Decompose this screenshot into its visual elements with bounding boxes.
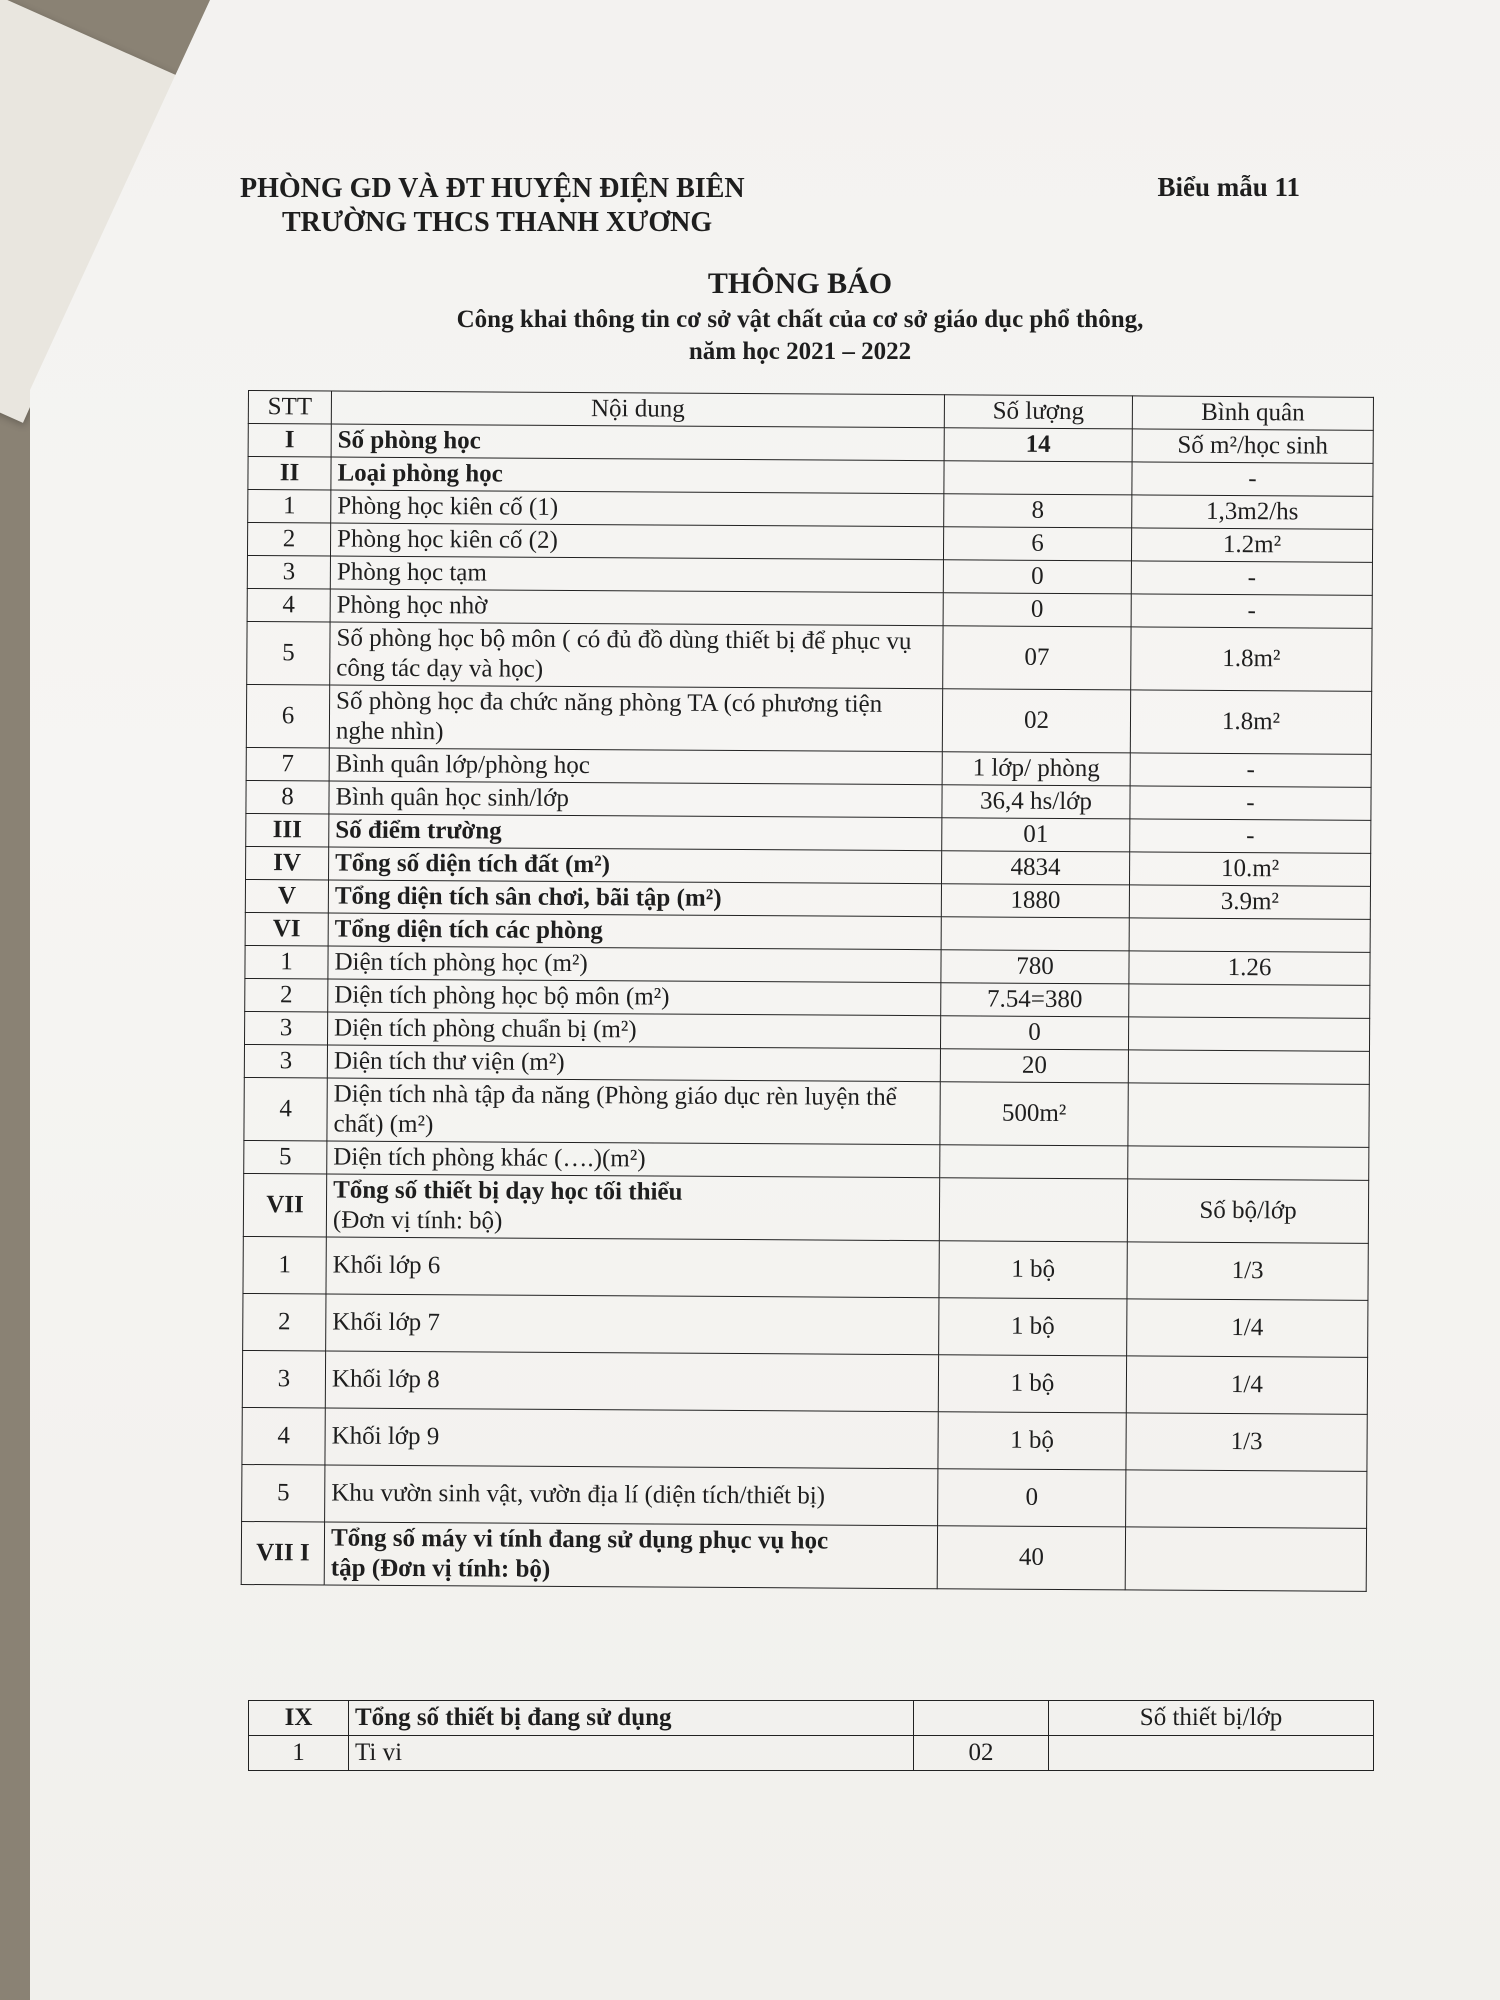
row-content-text: Tổng số thiết bị đang sử dụng: [355, 1704, 672, 1731]
row-stt: 5: [242, 1464, 325, 1522]
row-content: [328, 946, 941, 983]
row-qty: 1 bộ: [939, 1298, 1127, 1356]
row-qty: 1 bộ: [938, 1355, 1126, 1413]
row-avg: 1.2m²: [1131, 528, 1372, 562]
row-stt: 5: [247, 621, 330, 685]
row-avg: 1/4: [1127, 1299, 1368, 1357]
row-content: [349, 1701, 914, 1736]
row-content-text: Diện tích nhà tập đa năng (Phòng giáo dục rèn luyện thể chất) (m²): [333, 1080, 897, 1139]
row-stt: 7: [246, 747, 329, 781]
row-content-text: Tổng số diện tích đất (m²): [335, 849, 611, 879]
row-qty: 36,4 hs/lớp: [942, 785, 1130, 819]
row-content-text: Số phòng học: [337, 426, 481, 455]
row-stt: VII: [243, 1173, 326, 1237]
row-avg: Số bộ/lớp: [1127, 1179, 1368, 1243]
table-row: [249, 1736, 1374, 1771]
row-stt: 1: [249, 1736, 349, 1771]
row-stt: 4: [247, 588, 330, 622]
row-content-text: Phòng học kiên cố (2): [337, 525, 558, 554]
row-avg: [1129, 984, 1370, 1018]
row-stt: 1: [243, 1236, 326, 1294]
row-content: [325, 1408, 938, 1469]
title-block: [250, 266, 1350, 368]
org-header: [240, 172, 745, 240]
row-stt: 4: [244, 1077, 327, 1141]
row-avg: 1.8m²: [1131, 627, 1372, 691]
row-content-text: Phòng học kiên cố (1): [337, 492, 559, 521]
facilities-table-wrap: [241, 390, 1374, 1592]
row-avg: 1.8m²: [1130, 690, 1371, 754]
table-body: [241, 424, 1373, 1592]
table-row: [247, 621, 1372, 691]
devices-table: [248, 1700, 1374, 1771]
row-avg: [1128, 1017, 1369, 1051]
row-avg: 1/3: [1127, 1242, 1368, 1300]
row-stt: VII I: [241, 1521, 324, 1585]
row-qty: [939, 1178, 1127, 1242]
row-stt: VI: [245, 912, 328, 946]
row-avg: 3.9m²: [1129, 885, 1370, 919]
row-content-subtext: (Đơn vị tính: bộ): [332, 1206, 503, 1235]
table-row: [243, 1293, 1368, 1357]
row-content-text: Phòng học nhờ: [336, 591, 488, 620]
row-content: [329, 847, 942, 884]
form-label: Biểu mẫu 11: [1157, 172, 1300, 202]
row-content: [329, 748, 942, 785]
row-content-text: Diện tích phòng học (m²): [334, 948, 588, 978]
row-qty: 1 bộ: [938, 1412, 1126, 1470]
devices-table-wrap: [248, 1700, 1374, 1771]
row-content-text: Diện tích phòng chuẩn bị (m²): [334, 1014, 637, 1044]
document-subtitle: Công khai thông tin cơ sở vật chất của cơ sở giáo dục phổ thông,: [456, 306, 1144, 333]
row-content: [349, 1736, 914, 1771]
row-qty: 4834: [941, 851, 1129, 885]
row-qty: 1880: [941, 884, 1129, 918]
row-content-text: Bình quân lớp/phòng học: [335, 750, 590, 780]
row-content: [327, 1078, 940, 1145]
row-content-text: Khối lớp 8: [331, 1365, 440, 1394]
row-stt: III: [246, 813, 329, 847]
row-avg: [1128, 1146, 1369, 1180]
row-content: [329, 781, 942, 818]
row-content: [331, 424, 944, 461]
row-qty: 20: [940, 1049, 1128, 1083]
row-qty: 01: [942, 818, 1130, 852]
header-content: Nội dung: [331, 391, 944, 428]
table-row: [243, 1173, 1368, 1243]
row-content-text: Bình quân học sinh/lớp: [335, 783, 569, 812]
row-qty: 500m²: [940, 1082, 1128, 1146]
row-content: [327, 1141, 940, 1178]
devices-table-body: [249, 1701, 1374, 1771]
row-qty: 0: [943, 560, 1131, 594]
row-stt: IV: [246, 846, 329, 880]
school-year: năm học 2021 – 2022: [688, 338, 912, 365]
row-qty: [914, 1701, 1049, 1736]
row-avg: -: [1130, 753, 1371, 787]
row-content-text: Tổng số máy vi tính đang sử dụng phục vụ học: [330, 1524, 829, 1555]
row-content-text: Khu vườn sinh vật, vườn địa lí (diện tích/thiết bị): [331, 1479, 826, 1510]
row-content: [330, 589, 943, 626]
row-content: [328, 979, 941, 1016]
row-qty: 780: [941, 950, 1129, 984]
row-content: [326, 1294, 939, 1355]
row-content-text: Khối lớp 9: [331, 1422, 440, 1451]
row-qty: 0: [938, 1469, 1126, 1527]
row-qty: 1 bộ: [939, 1241, 1127, 1299]
row-content: [324, 1522, 937, 1589]
row-content: [326, 1237, 939, 1298]
table-row: [242, 1407, 1367, 1471]
row-content: [330, 622, 943, 689]
table-row: [241, 1521, 1366, 1591]
document-title: THÔNG BÁO: [707, 267, 893, 300]
row-content: [329, 814, 942, 851]
row-avg: 10.m²: [1129, 852, 1370, 886]
header-stt: STT: [248, 391, 331, 425]
row-content: [325, 1465, 938, 1526]
row-stt: I: [248, 424, 331, 458]
row-content-text: Diện tích phòng khác (….)(m²): [333, 1143, 646, 1173]
row-stt: 3: [245, 1011, 328, 1045]
row-avg: 1/4: [1126, 1356, 1367, 1414]
row-avg: Số thiết bị/lớp: [1049, 1701, 1374, 1736]
row-qty: 8: [944, 494, 1132, 528]
row-stt: 8: [246, 780, 329, 814]
row-content: [326, 1174, 939, 1241]
row-stt: 5: [244, 1140, 327, 1174]
row-stt: II: [248, 457, 331, 491]
row-avg: -: [1131, 561, 1372, 595]
row-qty: 7.54=380: [941, 983, 1129, 1017]
row-content: [327, 1045, 940, 1082]
table-row: [246, 684, 1371, 754]
row-avg: [1126, 1470, 1367, 1528]
row-stt: 6: [246, 684, 329, 748]
row-stt: 1: [248, 490, 331, 524]
row-avg: 1,3m2/hs: [1132, 495, 1373, 529]
row-qty: 40: [937, 1526, 1125, 1590]
row-content-text: Diện tích thư viện (m²): [333, 1047, 565, 1076]
table-row: [242, 1464, 1367, 1528]
row-stt: 2: [245, 978, 328, 1012]
header-qty: Số lượng: [944, 395, 1132, 429]
row-content-text: Loại phòng học: [337, 459, 503, 488]
row-content-text: Tổng số thiết bị dạy học tối thiểu: [333, 1176, 683, 1206]
table-row: [249, 1701, 1374, 1736]
row-content-text: Tổng diện tích sân chơi, bãi tập (m²): [334, 882, 722, 912]
row-qty: [941, 917, 1129, 951]
row-avg: Số m²/học sinh: [1132, 429, 1373, 463]
row-content: [331, 457, 944, 494]
row-qty: [940, 1145, 1128, 1179]
row-content-text: Số phòng học bộ môn ( có đủ đồ dùng thiết bị để phục vụ công tác dạy và học): [336, 624, 912, 683]
row-content-text: Khối lớp 7: [332, 1308, 441, 1337]
row-qty: 07: [943, 626, 1131, 690]
row-qty: [944, 461, 1132, 495]
row-stt: 1: [245, 945, 328, 979]
row-stt: 3: [242, 1350, 325, 1408]
row-qty: 0: [940, 1016, 1128, 1050]
row-content: [330, 523, 943, 560]
row-content-text: Ti vi: [355, 1739, 403, 1766]
row-stt: 3: [247, 555, 330, 589]
row-avg: 1/3: [1126, 1413, 1367, 1471]
row-qty: 14: [944, 428, 1132, 462]
table-row: [242, 1350, 1367, 1414]
row-content: [329, 685, 942, 752]
row-avg: -: [1132, 462, 1373, 496]
row-avg: [1049, 1736, 1374, 1771]
row-content-text: Tổng diện tích các phòng: [334, 915, 603, 945]
row-content: [331, 490, 944, 527]
row-stt: 2: [247, 523, 330, 557]
row-qty: 02: [942, 689, 1130, 753]
row-content-text: Diện tích phòng học bộ môn (m²): [334, 981, 670, 1011]
row-stt: V: [245, 879, 328, 913]
row-content: [328, 880, 941, 917]
row-content-text: Phòng học tạm: [336, 558, 487, 587]
row-avg: 1.26: [1129, 951, 1370, 985]
facilities-table: [241, 390, 1374, 1592]
row-avg: [1125, 1527, 1366, 1591]
row-qty: 6: [943, 527, 1131, 561]
row-avg: -: [1130, 786, 1371, 820]
row-stt: 2: [243, 1293, 326, 1351]
row-content: [325, 1351, 938, 1412]
table-row: [244, 1077, 1369, 1147]
row-content-subtext: tập (Đơn vị tính: bộ): [330, 1554, 551, 1583]
row-content-text: Số phòng học đa chức năng phòng TA (có phương tiện nghe nhìn): [335, 687, 883, 746]
row-stt: 3: [244, 1044, 327, 1078]
org-line-1: PHÒNG GD VÀ ĐT HUYỆN ĐIỆN BIÊN: [240, 173, 745, 204]
row-content: [330, 556, 943, 593]
row-qty: 02: [914, 1736, 1049, 1771]
table-row: [243, 1236, 1368, 1300]
row-content-text: Số điểm trường: [335, 816, 502, 845]
header-avg: Bình quân: [1132, 396, 1373, 430]
row-content: [328, 913, 941, 950]
row-content: [328, 1012, 941, 1049]
row-avg: [1129, 918, 1370, 952]
row-qty: 1 lớp/ phòng: [942, 752, 1130, 786]
row-avg: [1128, 1083, 1369, 1147]
row-avg: -: [1131, 594, 1372, 628]
row-stt: IX: [249, 1701, 349, 1736]
row-avg: [1128, 1050, 1369, 1084]
row-qty: 0: [943, 593, 1131, 627]
row-avg: -: [1130, 819, 1371, 853]
row-stt: 4: [242, 1407, 325, 1465]
org-line-2: TRƯỜNG THCS THANH XƯƠNG: [282, 207, 713, 238]
row-content-text: Khối lớp 6: [332, 1251, 441, 1280]
